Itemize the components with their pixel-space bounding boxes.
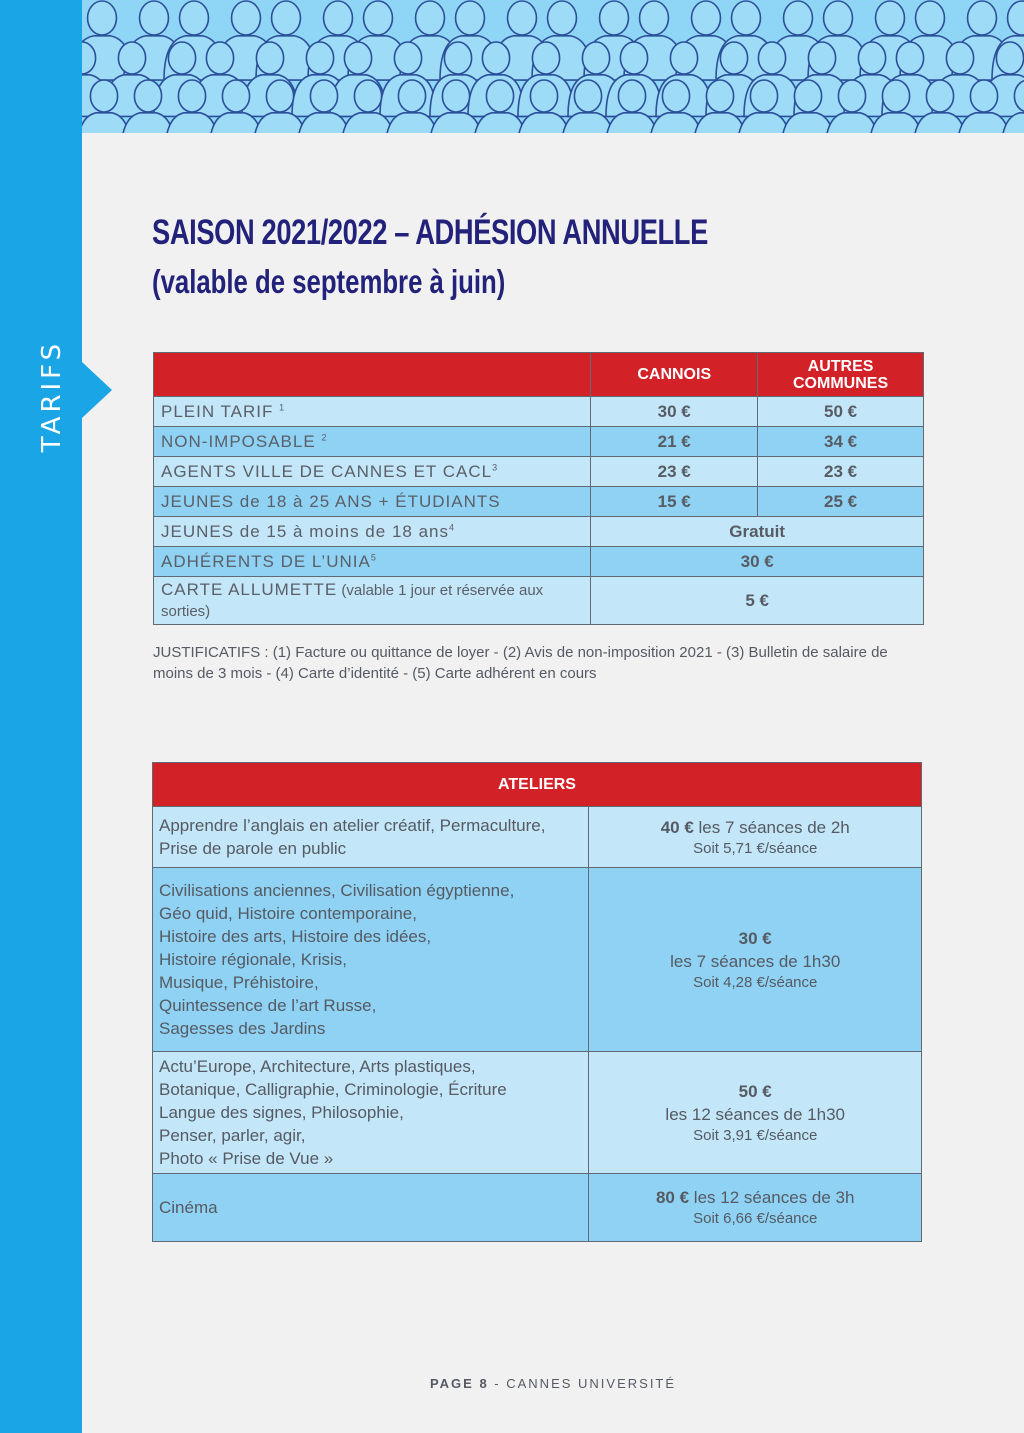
page-subtitle: (valable de septembre à juin) <box>152 263 506 300</box>
atelier-price: 40 € les 7 séances de 2h Soit 5,71 €/séance <box>589 807 922 868</box>
atelier-list: Cinéma <box>153 1174 589 1242</box>
table-row <box>153 868 922 1052</box>
footer-name: CANNES UNIVERSITÉ <box>506 1376 677 1391</box>
header-empty <box>154 353 591 397</box>
section-label: TARIFS <box>37 339 67 453</box>
justificatifs-note: JUSTIFICATIFS : (1) Facture ou quittance de loyer - (2) Avis de non-imposition 2021 - (3) Bulletin de salaire de moins de 3 mois - (4) Carte d’identité - (5) Carte adhérent en cours <box>153 644 888 682</box>
row-label: JEUNES de 18 à 25 ANS + ÉTUDIANTS <box>154 487 591 517</box>
table-row <box>154 427 924 457</box>
sidebar <box>0 0 82 1433</box>
price-autres: 25 € <box>758 487 924 517</box>
table-row <box>154 547 924 577</box>
table-row <box>153 807 922 868</box>
price-autres: 50 € <box>758 397 924 427</box>
price-all: 30 € <box>591 547 924 577</box>
atelier-list: Apprendre l’anglais en atelier créatif, Permaculture, Prise de parole en public <box>153 807 589 868</box>
row-label: CARTE ALLUMETTE (valable 1 jour et réservée aux sorties) <box>154 577 591 625</box>
row-label: NON-IMPOSABLE $^2$ <box>154 427 591 457</box>
row-label: AGENTS VILLE DE CANNES ET CACL$^3$ <box>154 457 591 487</box>
price-cannois: 30 € <box>591 397 758 427</box>
header-autres-line1: AUTRES <box>807 357 874 375</box>
page-footer: PAGE 8 - CANNES UNIVERSITÉ <box>429 1376 677 1391</box>
price-autres: 34 € <box>758 427 924 457</box>
ateliers-table <box>152 762 922 1242</box>
crowd-illustration-icon <box>82 0 1024 133</box>
price-autres: 23 € <box>758 457 924 487</box>
header-cannois: CANNOIS <box>591 353 758 397</box>
atelier-price: 80 € les 12 séances de 3h Soit 6,66 €/séance <box>589 1174 922 1242</box>
table-row <box>154 487 924 517</box>
table-row <box>154 577 924 625</box>
atelier-list: Civilisations anciennes, Civilisation égyptienne, Géo quid, Histoire contemporaine, Histoire des arts, Histoire des idées, Histoire régionale, Krisis, Musique, Préhistoire, Quintessence de l’art Russe, Sagesses des Jardins <box>153 868 589 1052</box>
table-row <box>154 517 924 547</box>
price-all: 5 € <box>591 577 924 625</box>
membership-table <box>153 352 924 625</box>
table-row <box>154 457 924 487</box>
footer-page: PAGE 8 <box>429 1376 489 1391</box>
header-ateliers: ATELIERS <box>153 763 922 807</box>
table-row <box>153 1052 922 1174</box>
atelier-price: 50 € les 12 séances de 1h30 Soit 3,91 €/séance <box>589 1052 922 1174</box>
row-label: PLEIN TARIF $^1$ <box>154 397 591 427</box>
sidebar-arrow-icon <box>82 362 112 418</box>
table-row <box>154 397 924 427</box>
atelier-list: Actu’Europe, Architecture, Arts plastiques, Botanique, Calligraphie, Criminologie, Écriture Langue des signes, Philosophie, Penser, parler, agir, Photo « Prise de Vue » <box>153 1052 589 1174</box>
price-cannois: 21 € <box>591 427 758 457</box>
header-autres-line2: COMMUNES <box>793 374 889 392</box>
row-label: ADHÉRENTS DE L’UNIA$^5$ <box>154 547 591 577</box>
price-cannois: 23 € <box>591 457 758 487</box>
price-all: Gratuit <box>591 517 924 547</box>
page-title: SAISON 2021/2022 – ADHÉSION ANNUELLE <box>152 213 708 252</box>
table-row <box>153 1174 922 1242</box>
atelier-price: 30 € les 7 séances de 1h30 Soit 4,28 €/séance <box>589 868 922 1052</box>
header-autres <box>758 353 924 397</box>
crowd-banner <box>82 0 1024 133</box>
row-label: JEUNES de 15 à moins de 18 ans$^4$ <box>154 517 591 547</box>
price-cannois: 15 € <box>591 487 758 517</box>
